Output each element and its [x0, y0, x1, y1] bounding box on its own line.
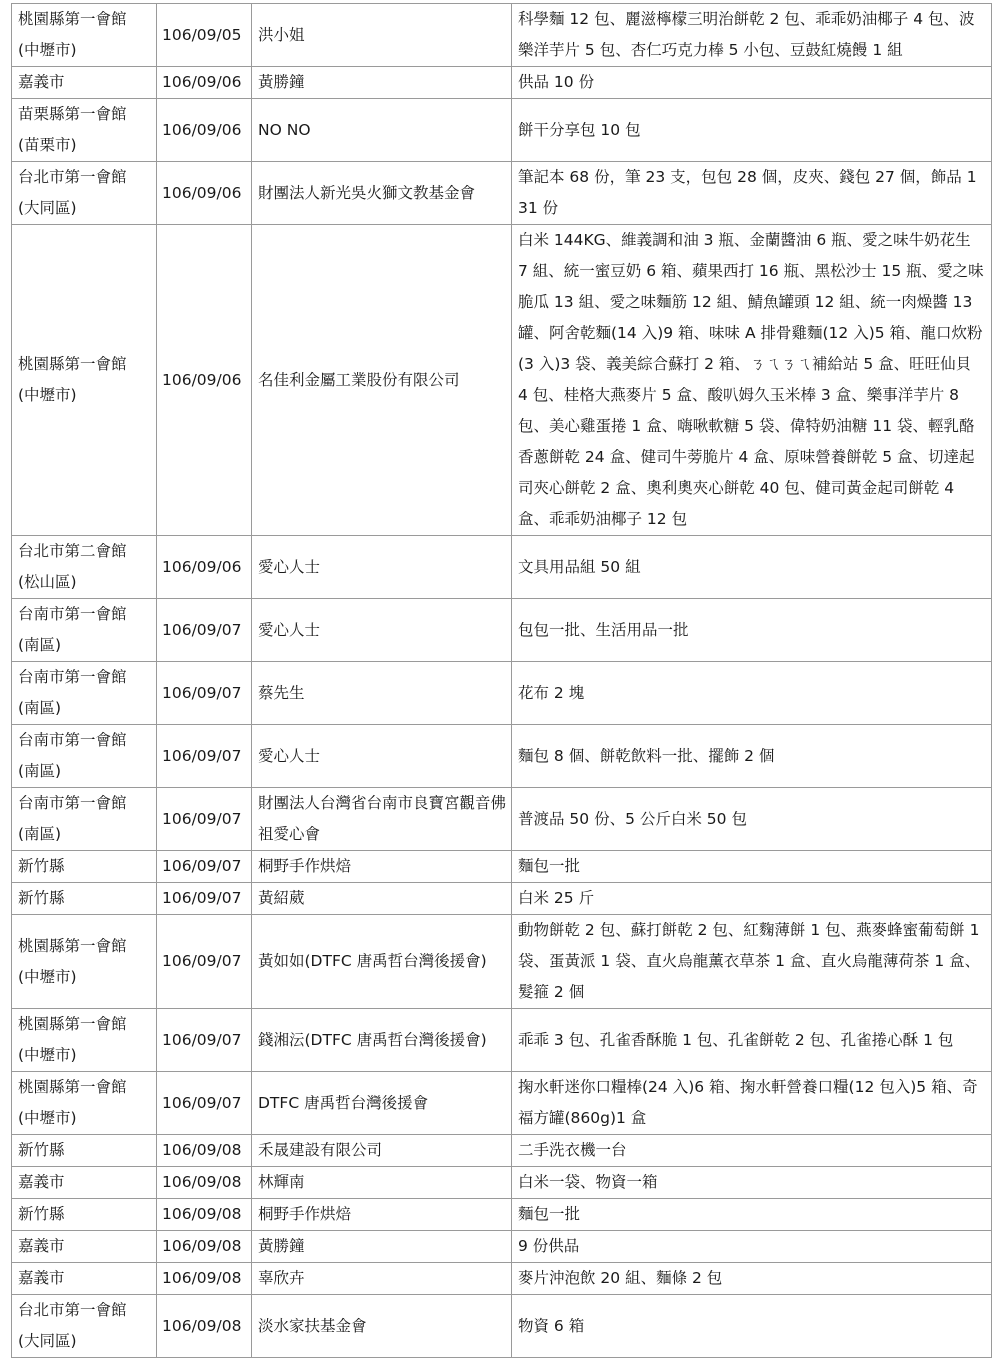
venue-cell: [12, 915, 157, 1009]
items-cell: 麵包一批: [512, 1199, 992, 1231]
venue-district: (苗栗市): [18, 136, 77, 154]
donation-table: [11, 3, 992, 1358]
donor-cell: 黃紹葳: [252, 883, 512, 915]
date-cell: 106/09/08: [157, 1167, 252, 1199]
venue-district: (大同區): [18, 1332, 77, 1350]
date-cell: 106/09/07: [157, 599, 252, 662]
date-cell: 106/09/07: [157, 788, 252, 851]
table-row: [12, 1263, 992, 1295]
venue-cell: [12, 1263, 157, 1295]
table-row: [12, 883, 992, 915]
date-cell: 106/09/08: [157, 1199, 252, 1231]
table-row: [12, 162, 992, 225]
date-cell: 106/09/07: [157, 915, 252, 1009]
table-row: [12, 1199, 992, 1231]
donor-cell: 黃如如(DTFC 唐禹哲台灣後援會): [252, 915, 512, 1009]
donor-cell: 桐野手作烘焙: [252, 1199, 512, 1231]
venue-name: 嘉義市: [18, 1173, 65, 1191]
venue-name: 台南市第一會館: [18, 794, 127, 812]
items-cell: 文具用品組 50 組: [512, 536, 992, 599]
venue-cell: [12, 1072, 157, 1135]
donor-cell: 愛心人士: [252, 725, 512, 788]
venue-name: 桃園縣第一會館: [18, 10, 127, 28]
date-cell: 106/09/08: [157, 1295, 252, 1358]
items-cell: 9 份供品: [512, 1231, 992, 1263]
items-cell: 花布 2 塊: [512, 662, 992, 725]
venue-cell: [12, 725, 157, 788]
donor-cell: 財團法人台灣省台南市良寶宮觀音佛祖愛心會: [252, 788, 512, 851]
items-cell: 餅干分享包 10 包: [512, 99, 992, 162]
venue-cell: [12, 99, 157, 162]
venue-name: 苗栗縣第一會館: [18, 105, 127, 123]
date-cell: 106/09/07: [157, 662, 252, 725]
venue-name: 新竹縣: [18, 889, 65, 907]
donor-cell: 愛心人士: [252, 599, 512, 662]
venue-district: (南區): [18, 825, 62, 843]
venue-district: (中壢市): [18, 1046, 77, 1064]
donor-cell: 蔡先生: [252, 662, 512, 725]
venue-district: (中壢市): [18, 1109, 77, 1127]
venue-name: 桃園縣第一會館: [18, 1078, 127, 1096]
venue-district: (中壢市): [18, 967, 77, 986]
venue-name: 台北市第一會館: [18, 168, 127, 186]
donation-table-body: [12, 4, 992, 1358]
date-cell: 106/09/05: [157, 4, 252, 67]
items-cell: 筆記本 68 份，筆 23 支，包包 28 個，皮夾、錢包 27 個，飾品 131 份: [512, 162, 992, 225]
donor-cell: 洪小姐: [252, 4, 512, 67]
venue-district: (南區): [18, 762, 62, 780]
donor-cell: 辜欣卉: [252, 1263, 512, 1295]
items-cell: 掬水軒迷你口糧棒(24 入)6 箱、掬水軒營養口糧(12 包入)5 箱、奇福方罐(860g)1 盒: [512, 1072, 992, 1135]
date-cell: 106/09/07: [157, 1009, 252, 1072]
table-row: [12, 599, 992, 662]
table-row: [12, 662, 992, 725]
venue-cell: [12, 67, 157, 99]
date-cell: 106/09/07: [157, 1072, 252, 1135]
table-row: [12, 1009, 992, 1072]
donor-cell: 愛心人士: [252, 536, 512, 599]
items-cell: 供品 10 份: [512, 67, 992, 99]
venue-name: 台北市第一會館: [18, 1301, 127, 1319]
venue-cell: [12, 1135, 157, 1167]
donor-cell: 黃勝鐘: [252, 67, 512, 99]
date-cell: 106/09/06: [157, 225, 252, 536]
venue-name: 桃園縣第一會館: [18, 936, 127, 955]
venue-name: 台南市第一會館: [18, 605, 127, 623]
donor-cell: 錢湘沄(DTFC 唐禹哲台灣後援會): [252, 1009, 512, 1072]
table-row: [12, 99, 992, 162]
venue-district: (中壢市): [18, 386, 77, 404]
venue-district: (南區): [18, 636, 62, 654]
venue-cell: [12, 599, 157, 662]
venue-cell: [12, 162, 157, 225]
venue-cell: [12, 1167, 157, 1199]
date-cell: 106/09/07: [157, 725, 252, 788]
donor-cell: NO NO: [252, 99, 512, 162]
items-cell: 白米 25 斤: [512, 883, 992, 915]
items-cell: 乖乖 3 包、孔雀香酥脆 1 包、孔雀餅乾 2 包、孔雀捲心酥 1 包: [512, 1009, 992, 1072]
table-row: [12, 67, 992, 99]
venue-name: 桃園縣第一會館: [18, 355, 127, 373]
donor-cell: 禾晟建設有限公司: [252, 1135, 512, 1167]
date-cell: 106/09/06: [157, 536, 252, 599]
venue-district: (中壢市): [18, 41, 77, 59]
table-row: [12, 1072, 992, 1135]
venue-cell: [12, 883, 157, 915]
items-cell: 白米一袋、物資一箱: [512, 1167, 992, 1199]
items-cell: 白米 144KG、維義調和油 3 瓶、金蘭醬油 6 瓶、愛之味牛奶花生 7 組、統一蜜豆奶 6 箱、蘋果西打 16 瓶、黑松沙士 15 瓶、愛之味脆瓜 13 組、愛之味麵筋 12 組、鯖魚罐頭 12 組、統一肉燥醬 13 罐、阿舍乾麵(14 入)9 箱、味味 A 排骨雞麵(12 入)5 箱、龍口炊粉(3 入)3 袋、義美綜合蘇打 2 箱、ㄋㄟㄋㄟ補給站 5 盒、旺旺仙貝 4 包、桂格大燕麥片 5 盒、酸叭姆久玉米棒 3 盒、樂事洋芋片 8 包、美心雞蛋捲 1 盒、嗨啾軟糖 5 袋、偉特奶油糖 11 袋、輕乳酪香蔥餅乾 24 盒、健司牛蒡脆片 4 盒、原味營養餅乾 5 盒、切達起司夾心餅乾 2 盒、奧利奧夾心餅乾 40 包、健司黃金起司餅乾 4 盒、乖乖奶油椰子 12 包: [512, 225, 992, 536]
items-cell: 科學麵 12 包、麗滋檸檬三明治餅乾 2 包、乖乖奶油椰子 4 包、波樂洋芋片 5 包、杏仁巧克力棒 5 小包、豆鼓紅燒饅 1 組: [512, 4, 992, 67]
venue-cell: [12, 225, 157, 536]
venue-name: 新竹縣: [18, 1141, 65, 1159]
date-cell: 106/09/08: [157, 1263, 252, 1295]
donor-cell: 財團法人新光吳火獅文教基金會: [252, 162, 512, 225]
items-cell: 包包一批、生活用品一批: [512, 599, 992, 662]
venue-cell: [12, 851, 157, 883]
venue-name: 台南市第一會館: [18, 668, 127, 686]
table-row: [12, 725, 992, 788]
items-cell: 普渡品 50 份、5 公斤白米 50 包: [512, 788, 992, 851]
items-cell: 麥片沖泡飲 20 組、麵條 2 包: [512, 1263, 992, 1295]
venue-name: 台南市第一會館: [18, 731, 127, 749]
donor-cell: 黃勝鐘: [252, 1231, 512, 1263]
date-cell: 106/09/06: [157, 99, 252, 162]
table-row: [12, 788, 992, 851]
table-row: [12, 851, 992, 883]
date-cell: 106/09/08: [157, 1135, 252, 1167]
venue-name: 嘉義市: [18, 1237, 65, 1255]
venue-district: (南區): [18, 699, 62, 717]
date-cell: 106/09/06: [157, 67, 252, 99]
venue-district: (大同區): [18, 199, 77, 217]
venue-cell: [12, 1199, 157, 1231]
venue-cell: [12, 788, 157, 851]
table-row: [12, 1135, 992, 1167]
venue-name: 新竹縣: [18, 857, 65, 875]
venue-name: 嘉義市: [18, 73, 65, 91]
venue-district: (松山區): [18, 573, 77, 591]
date-cell: 106/09/06: [157, 162, 252, 225]
table-row: [12, 1231, 992, 1263]
table-row: [12, 225, 992, 536]
donor-cell: DTFC 唐禹哲台灣後援會: [252, 1072, 512, 1135]
table-row: [12, 1295, 992, 1358]
venue-cell: [12, 4, 157, 67]
venue-cell: [12, 1009, 157, 1072]
donor-cell: 桐野手作烘焙: [252, 851, 512, 883]
table-row: [12, 4, 992, 67]
items-cell: 麵包一批: [512, 851, 992, 883]
venue-cell: [12, 536, 157, 599]
venue-cell: [12, 662, 157, 725]
date-cell: 106/09/08: [157, 1231, 252, 1263]
venue-name: 嘉義市: [18, 1269, 65, 1287]
venue-cell: [12, 1295, 157, 1358]
date-cell: 106/09/07: [157, 883, 252, 915]
items-cell: 物資 6 箱: [512, 1295, 992, 1358]
venue-name: 台北市第二會館: [18, 542, 127, 560]
table-row: [12, 915, 992, 1009]
venue-name: 桃園縣第一會館: [18, 1015, 127, 1033]
donor-cell: 林輝南: [252, 1167, 512, 1199]
venue-cell: [12, 1231, 157, 1263]
date-cell: 106/09/07: [157, 851, 252, 883]
donor-cell: 名佳利金屬工業股份有限公司: [252, 225, 512, 536]
donor-cell: 淡水家扶基金會: [252, 1295, 512, 1358]
items-cell: 動物餅乾 2 包、蘇打餅乾 2 包、紅麴薄餅 1 包、燕麥蜂蜜葡萄餅 1 袋、蛋黃派 1 袋、直火烏龍薰衣草茶 1 盒、直火烏龍薄荷茶 1 盒、髮箍 2 個: [512, 915, 992, 1009]
venue-name: 新竹縣: [18, 1205, 65, 1223]
items-cell: 麵包 8 個、餅乾飲料一批、擺飾 2 個: [512, 725, 992, 788]
items-cell: 二手洗衣機一台: [512, 1135, 992, 1167]
table-row: [12, 536, 992, 599]
table-row: [12, 1167, 992, 1199]
